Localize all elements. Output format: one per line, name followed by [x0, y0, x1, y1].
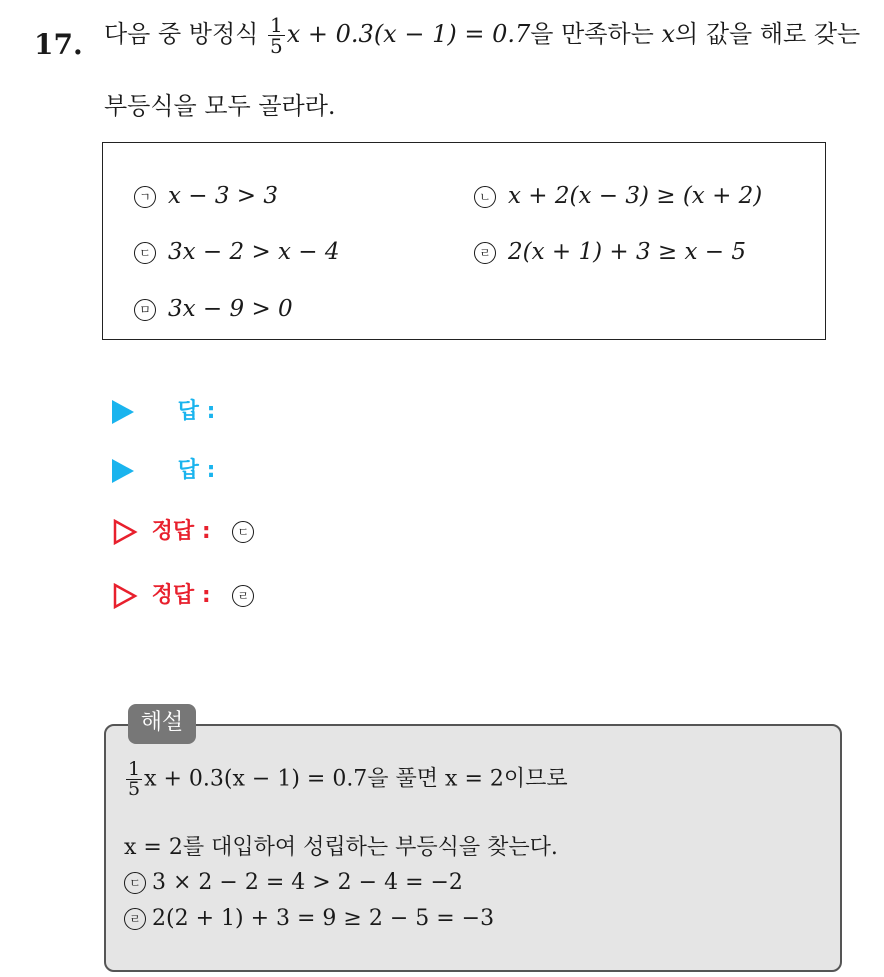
option-c-expr: 3x − 2 > x − 4	[168, 239, 340, 265]
fraction-denominator: 5	[128, 778, 141, 800]
option-e	[134, 296, 293, 322]
explanation-line-4-text: 2(2 + 1) + 3 = 9 ≥ 2 − 5 = −3	[152, 906, 495, 931]
question-prefix: 다음 중 방정식	[104, 20, 259, 48]
explanation-line-1-text: x + 0.3(x − 1) = 0.7을 풀면 x = 2이므로	[144, 766, 568, 792]
fraction-denominator: 5	[270, 34, 283, 58]
option-e-expr: 3x − 9 > 0	[168, 296, 293, 322]
option-a	[134, 183, 278, 209]
explanation-line-3	[124, 870, 463, 895]
option-b	[474, 183, 762, 209]
explanation-fraction	[126, 760, 142, 799]
answer-arrow-icon	[112, 459, 134, 483]
explanation-line-3-text: 3 × 2 − 2 = 4 > 2 − 4 = −2	[152, 870, 463, 895]
option-d-marker: ㄹ	[474, 242, 496, 264]
question-variable: x	[661, 20, 676, 48]
option-b-expr: x + 2(x − 3) ≥ (x + 2)	[508, 183, 763, 209]
question-suffix-a: 을 만족하는	[530, 20, 654, 48]
answer-row-2	[112, 453, 215, 484]
correct-label: 정답 :	[151, 519, 211, 544]
fraction-numerator: 1	[128, 758, 141, 780]
correct-marker: ㄹ	[232, 585, 254, 607]
correct-label: 정답 :	[151, 583, 211, 608]
question-suffix-b: 의 값을 해로 갖는	[675, 20, 861, 48]
option-c-marker: ㄷ	[134, 242, 156, 264]
question-line-1	[104, 14, 860, 56]
option-d	[474, 239, 746, 265]
question-fraction	[268, 15, 285, 56]
explanation-line-1	[124, 760, 568, 799]
question-line-2: 부등식을 모두 골라라.	[104, 92, 336, 120]
correct-arrow-icon	[112, 519, 138, 545]
answer-arrow-icon	[112, 400, 134, 424]
correct-row-1	[112, 514, 266, 545]
correct-row-2	[112, 578, 266, 609]
correct-arrow-icon	[112, 583, 138, 609]
question-number: 17.	[34, 28, 83, 61]
option-d-expr: 2(x + 1) + 3 ≥ x − 5	[508, 239, 746, 265]
question-equation: x + 0.3(x − 1) = 0.7	[286, 20, 531, 48]
answer-row-1	[112, 394, 215, 425]
explanation-line-4-marker: ㄹ	[124, 908, 146, 930]
explanation-line-4	[124, 906, 494, 931]
option-c	[134, 239, 340, 265]
fraction-numerator: 1	[270, 13, 283, 37]
explanation-line-3-marker: ㄷ	[124, 872, 146, 894]
explanation-line-2: x = 2를 대입하여 성립하는 부등식을 찾는다.	[124, 835, 558, 860]
option-a-marker: ㄱ	[134, 186, 156, 208]
correct-marker: ㄷ	[232, 521, 254, 543]
option-a-expr: x − 3 > 3	[168, 183, 279, 209]
option-e-marker: ㅁ	[134, 299, 156, 321]
option-b-marker: ㄴ	[474, 186, 496, 208]
answer-label: 답 :	[177, 399, 216, 424]
answer-label: 답 :	[177, 458, 216, 483]
explanation-tag: 해설	[128, 704, 196, 744]
